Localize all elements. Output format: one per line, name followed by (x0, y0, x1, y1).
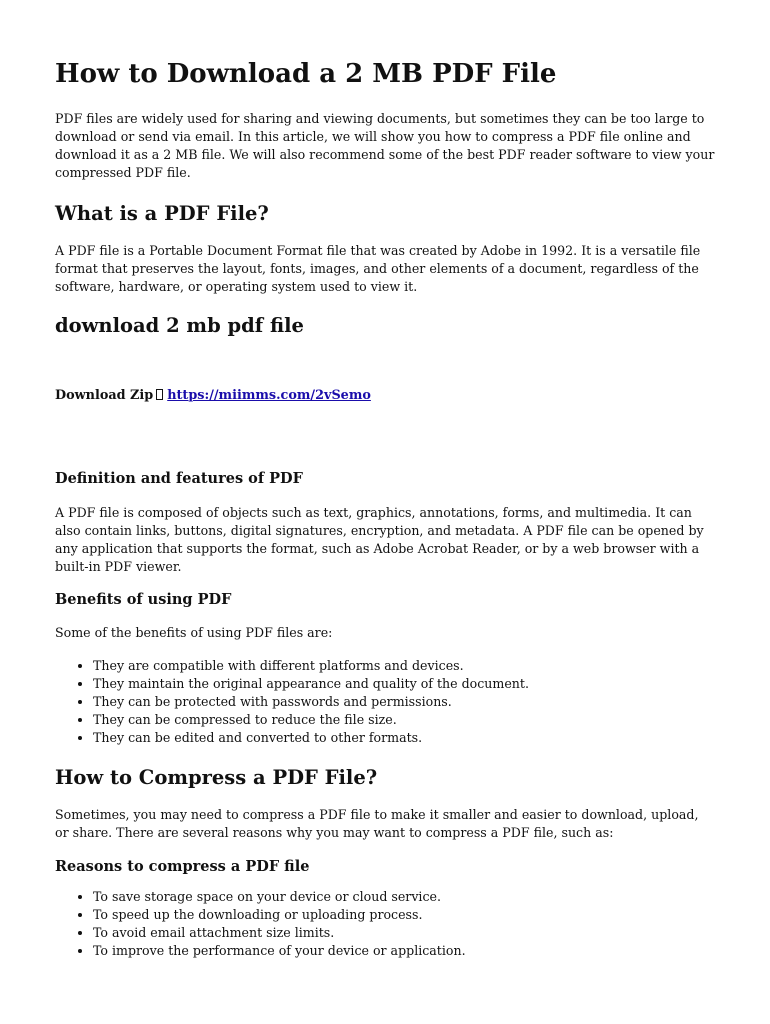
list-item: • To speed up the downloading or uploading process. (93, 906, 715, 924)
compress-heading: How to Compress a PDF File? (55, 766, 378, 789)
what-is-paragraph: A PDF file is a Portable Document Format file that was created by Adobe in 1992. It is a versatile file format that preserves the layout, fonts, images, and other elements of a document, regardless of the software, hardware, or operating system used to view it. (55, 243, 701, 294)
definition-heading: Definition and features of PDF (55, 470, 303, 487)
list-item: • They are compatible with different platforms and devices. (93, 657, 715, 675)
list-item: • They can be compressed to reduce the file size. (93, 711, 715, 729)
page-title: How to Download a 2 MB PDF File (55, 59, 557, 89)
definition-paragraph: A PDF file is composed of objects such as text, graphics, annotations, forms, and multimedia. It can also contain links, buttons, digital signatures, encryption, and metadata. A PDF file can be opened by any application that supports the format, such as Adobe Acrobat Reader, or by a web browser with a built-in PDF viewer. (55, 505, 704, 574)
list-item: • They maintain the original appearance and quality of the document. (93, 675, 715, 693)
download-label: Download Zip (55, 388, 154, 403)
missing-glyph-icon (156, 389, 163, 400)
intro-paragraph: PDF files are widely used for sharing and viewing documents, but sometimes they can be too large to download or send via email. In this article, we will show you how to compress a PDF file online and download it as a 2 MB file. We will also recommend some of the best PDF reader software to view your compressed PDF file. (55, 111, 715, 180)
list-item: • To improve the performance of your device or application. (93, 942, 715, 960)
list-item: • To avoid email attachment size limits. (93, 924, 715, 942)
compress-paragraph: Sometimes, you may need to compress a PDF file to make it smaller and easier to download, upload, or share. There are several reasons why you may want to compress a PDF file, such as: (55, 807, 699, 840)
download-line (55, 387, 715, 405)
reasons-list (55, 888, 715, 960)
benefits-heading: Benefits of using PDF (55, 591, 232, 608)
list-item: • They can be protected with passwords and permissions. (93, 693, 715, 711)
what-is-heading: What is a PDF File? (55, 202, 269, 225)
download-link[interactable]: https://miimms.com/2vSemo (167, 388, 371, 403)
benefits-intro: Some of the benefits of using PDF files are: (55, 625, 333, 640)
reasons-heading: Reasons to compress a PDF file (55, 858, 310, 875)
benefits-list (55, 657, 715, 747)
list-item: • They can be edited and converted to other formats. (93, 729, 715, 747)
list-item: • To save storage space on your device or cloud service. (93, 888, 715, 906)
download-heading: download 2 mb pdf file (55, 314, 304, 337)
